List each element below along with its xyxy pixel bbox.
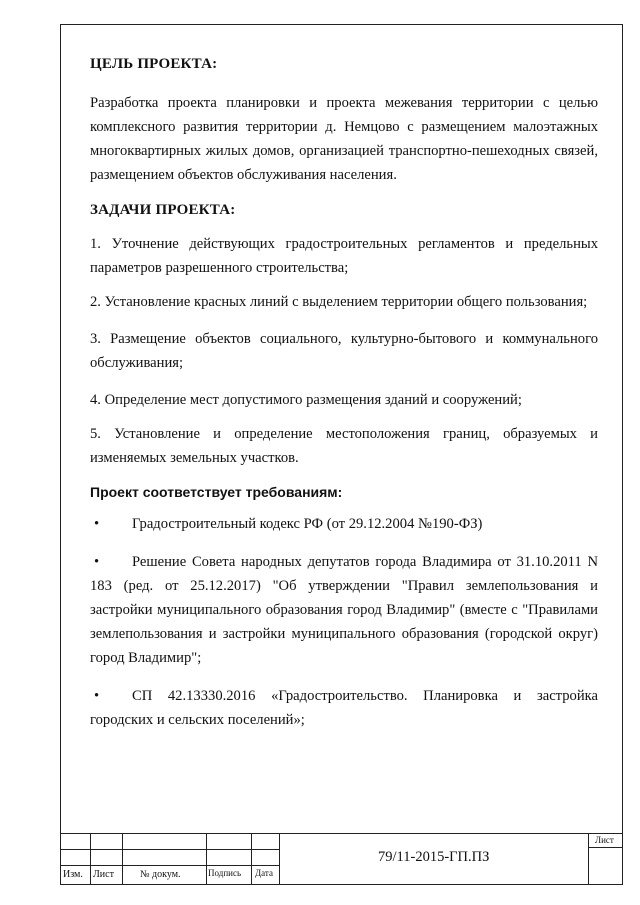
stamp-line <box>60 865 279 866</box>
stamp-label-doc: № докум. <box>140 869 181 880</box>
task-item-3: 3. Размещение объектов социального, культурно-бытового и коммунального обслуживания; <box>90 331 598 371</box>
requirement-text: СП 42.13330.2016 «Градостроительство. Планировка и застройка городских и сельских поселений»; <box>90 688 598 728</box>
stamp-label-date: Дата <box>255 868 273 878</box>
document-code: 79/11-2015-ГП.ПЗ <box>378 849 490 865</box>
requirements-heading: Проект соответствует требованиям: <box>90 484 343 500</box>
document-body <box>90 56 598 732</box>
stamp-label-sheet: Лист <box>595 835 614 845</box>
goal-heading: ЦЕЛЬ ПРОЕКТА: <box>90 56 218 72</box>
bullet-icon: • <box>94 554 100 570</box>
stamp-line <box>588 847 623 848</box>
stamp-label-izm: Изм. <box>63 869 83 880</box>
bullet-icon: • <box>94 516 100 532</box>
goal-text: Разработка проекта планировки и проекта межевания территории с целью комплексного развития территории д. Немцово с размещением малоэтажных многоквартирных жилых домов, организацией транспортно-пешеходных связей, размещением объектов обслуживания населения. <box>90 95 598 183</box>
requirement-text: Градостроительный кодекс РФ (от 29.12.2004 №190-ФЗ) <box>132 516 483 532</box>
tasks-heading: ЗАДАЧИ ПРОЕКТА: <box>90 202 236 218</box>
stamp-line <box>279 833 280 885</box>
task-item-1: 1. Уточнение действующих градостроительных регламентов и предельных параметров разрешенного строительства; <box>90 236 598 276</box>
stamp-line <box>206 833 207 885</box>
requirement-text: Решение Совета народных депутатов города Владимира от 31.10.2011 N 183 (ред. от 25.12.2017) "Об утверждении "Правил землепользования и застройки муниципального образования город Владимир" (вместе с "Правилами землепользования и застройки муниципального образования (городской округ) город Владимир"; <box>90 554 598 666</box>
bullet-icon: • <box>94 688 100 704</box>
stamp-line <box>122 833 123 885</box>
stamp-label-sign: Подпись <box>208 868 242 878</box>
stamp-line <box>90 833 91 885</box>
task-item-5: 5. Установление и определение местоположения границ, образуемых и изменяемых земельных участков. <box>90 426 598 466</box>
stamp-line <box>588 833 589 885</box>
requirement-item-3 <box>90 684 598 732</box>
requirement-item-1 <box>90 512 598 536</box>
stamp-line <box>251 833 252 885</box>
requirement-item-2 <box>90 550 598 670</box>
task-item-2: 2. Установление красных линий с выделением территории общего пользования; <box>90 294 588 310</box>
stamp-line <box>60 833 623 834</box>
task-item-4: 4. Определение мест допустимого размещения зданий и сооружений; <box>90 392 522 408</box>
stamp-label-list: Лист <box>93 869 114 880</box>
stamp-line <box>60 833 61 885</box>
title-block <box>60 833 623 885</box>
stamp-line <box>60 849 279 850</box>
